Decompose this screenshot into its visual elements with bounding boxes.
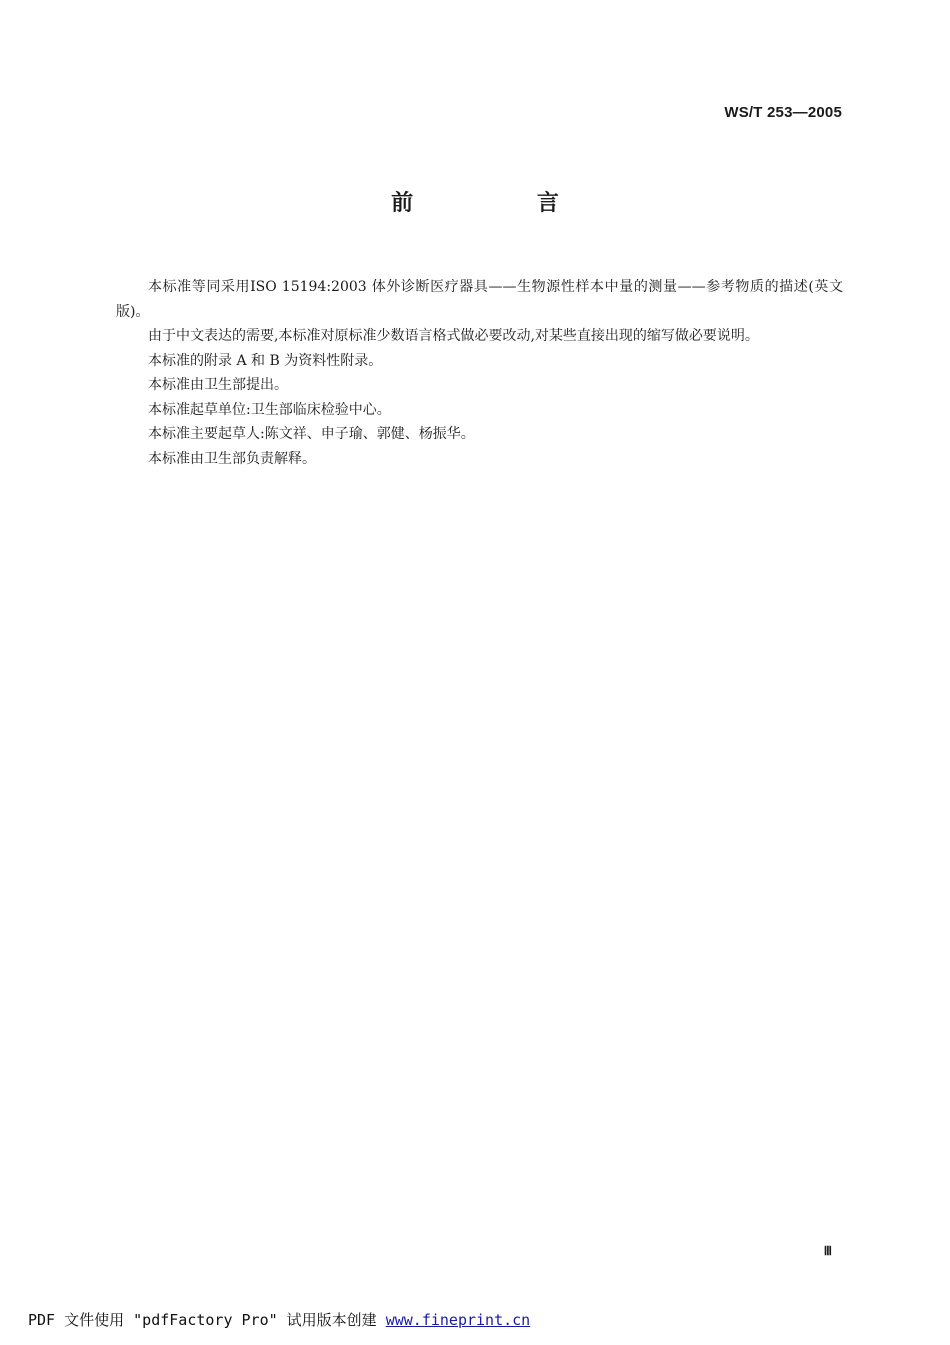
fineprint-link[interactable]: www.fineprint.cn <box>385 1311 531 1329</box>
paragraph: 本标准等同采用ISO 15194:2003 体外诊断医疗器具——生物源性样本中量的测量——参考物质的描述(英文版)。 <box>116 279 843 320</box>
paragraph: 本标准的附录 A 和 B 为资料性附录。 <box>148 352 383 369</box>
paragraph: 本标准由卫生部负责解释。 <box>148 450 316 467</box>
standard-code: WS/T 253—2005 <box>724 104 842 121</box>
page-number: Ⅲ <box>823 1244 832 1258</box>
paragraph: 本标准起草单位:卫生部临床检验中心。 <box>148 401 391 418</box>
foreword-body <box>116 275 843 471</box>
pdf-footer <box>28 1309 530 1330</box>
paragraph: 本标准由卫生部提出。 <box>148 377 288 393</box>
page-title: 前 言 <box>391 191 617 216</box>
paragraph: 本标准主要起草人:陈文祥、申子瑜、郭健、杨振华。 <box>148 426 475 442</box>
paragraph: 由于中文表达的需要,本标准对原标准少数语言格式做必要改动,对某些直接出现的缩写做必要说明。 <box>148 328 759 344</box>
footer-text: PDF 文件使用 "pdfFactory Pro" 试用版本创建 <box>28 1311 386 1329</box>
